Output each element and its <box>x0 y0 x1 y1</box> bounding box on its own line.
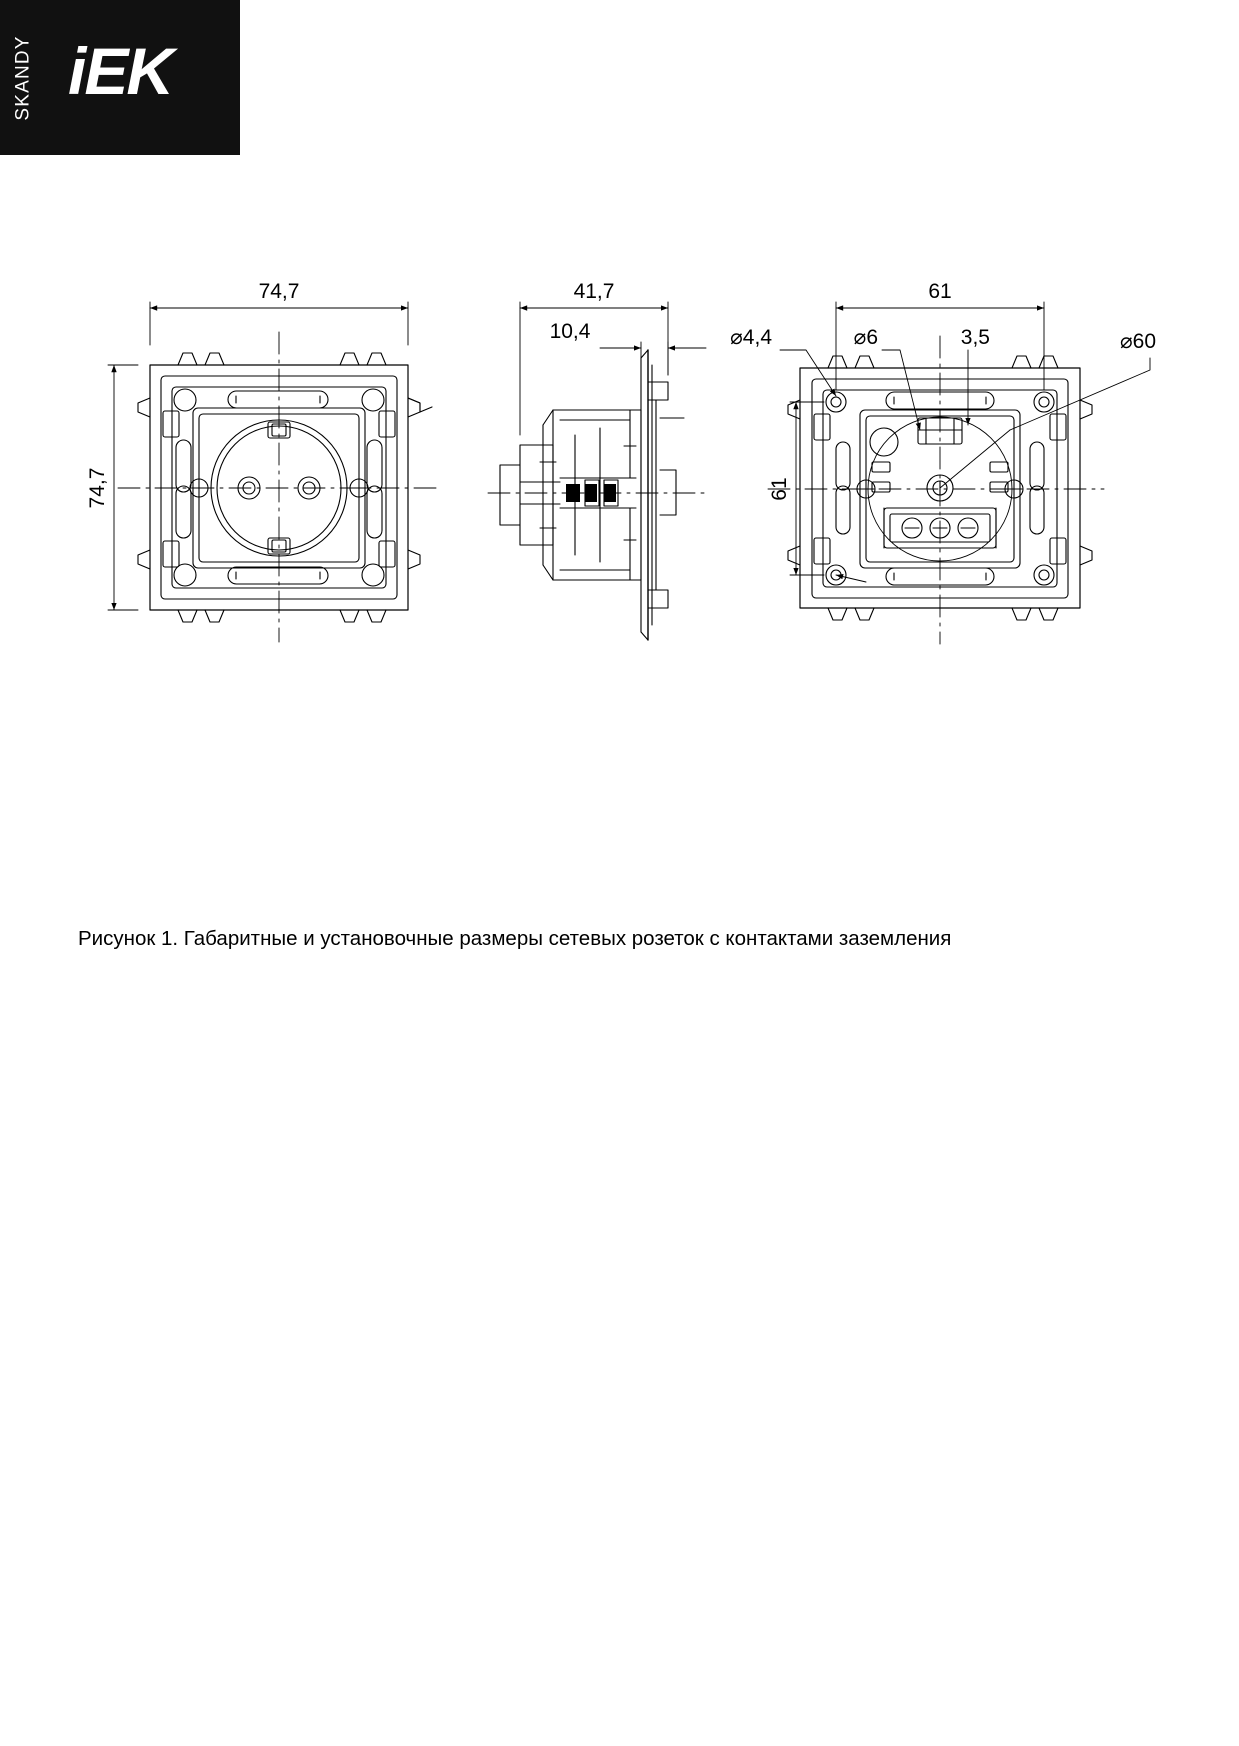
dim-text-side-depth: 41,7 <box>573 280 615 303</box>
drawing-svg <box>0 250 1239 700</box>
dim-text-front-height: 74,7 <box>86 467 109 509</box>
dim-text-d60: ⌀60 <box>1120 330 1157 353</box>
dim-text-side-plate: 10,4 <box>549 320 591 343</box>
dimension-rear-height <box>790 402 824 575</box>
side-view <box>488 302 706 640</box>
front-view <box>108 302 440 642</box>
dimension-front-height <box>108 365 138 610</box>
brand-vertical-label <box>0 0 48 155</box>
technical-drawing <box>0 250 1239 700</box>
dim-text-front-width: 74,7 <box>258 280 300 303</box>
brand-vertical-text: SKANDY <box>13 34 34 121</box>
iek-logo-icon: iEK <box>68 34 173 108</box>
dim-text-d6: ⌀6 <box>853 326 878 349</box>
leader-d44 <box>780 350 836 396</box>
figure-caption: Рисунок 1. Габаритные и установочные размеры сетевых розеток с контактами заземления <box>78 927 952 950</box>
dim-text-rear-height: 61 <box>768 477 791 501</box>
dim-text-rear-width: 61 <box>928 280 952 303</box>
rear-view <box>768 302 1150 644</box>
header-brand-block <box>0 0 240 155</box>
dimension-side-plate-depth <box>600 342 706 375</box>
dimension-side-depth <box>520 302 668 435</box>
dim-text-d44: ⌀4,4 <box>730 326 772 349</box>
dim-text-35: 3,5 <box>960 326 990 349</box>
